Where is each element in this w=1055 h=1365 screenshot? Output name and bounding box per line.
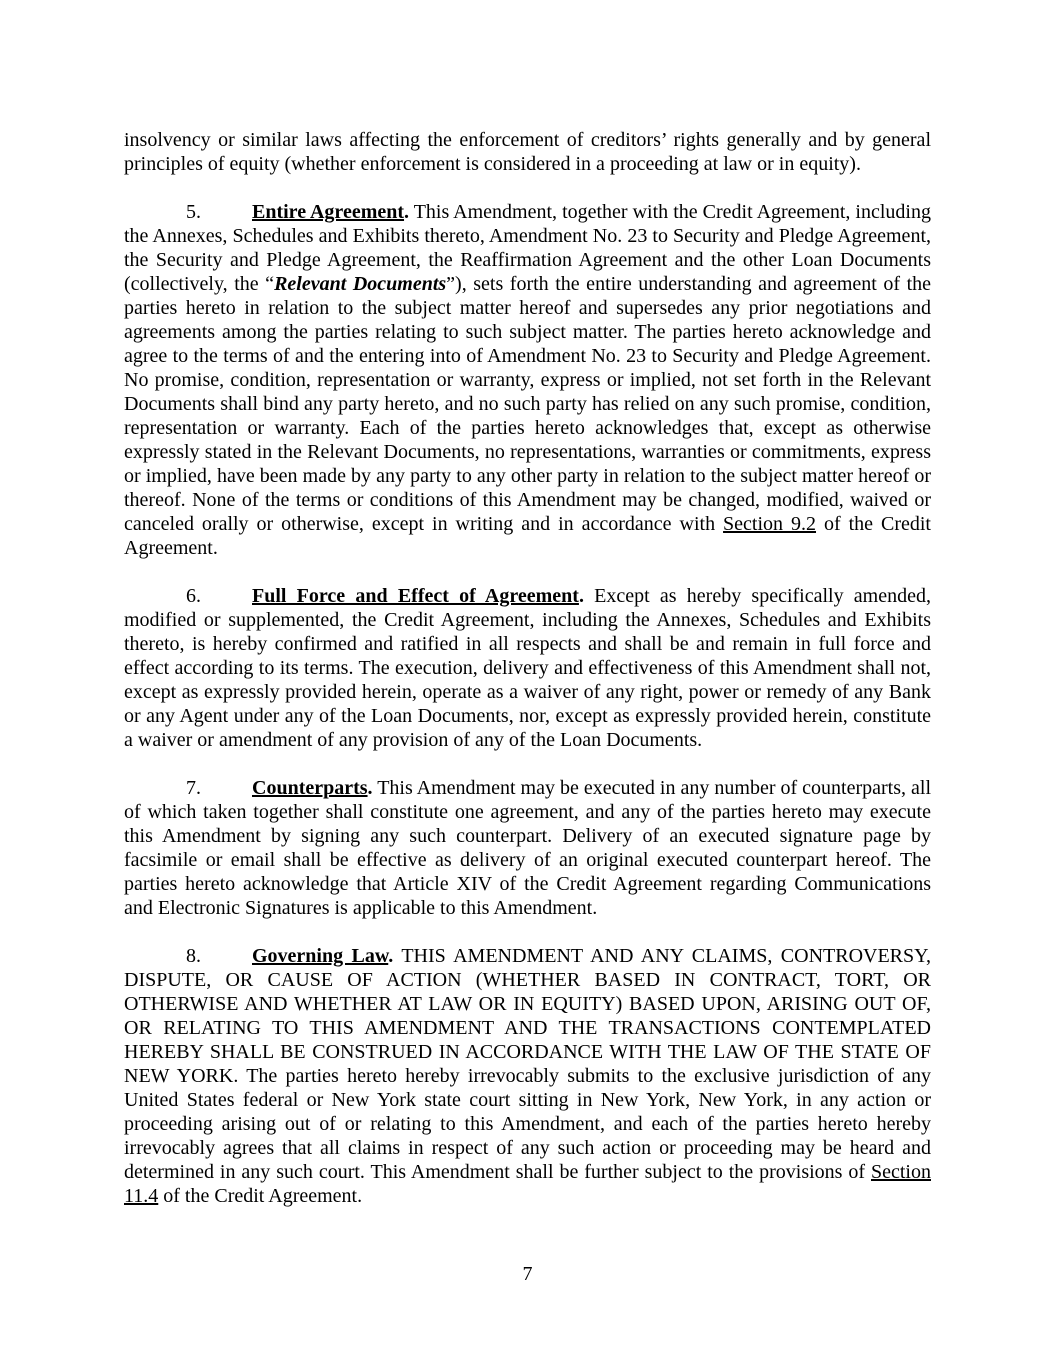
text-run: . bbox=[367, 777, 373, 799]
text-run: . bbox=[388, 945, 394, 967]
text-run: of the Credit Agreement. bbox=[124, 513, 931, 559]
text-run: ”), sets forth the entire understanding and agreement of the parties hereto in relation to the subject matter hereof and supersedes any prior negotiations and agreements among the parties relating to such subject matter. The parties hereto acknowledge and agree to the terms of and the entering into of Amendment No. 23 to Security and Pledge Agreement. No promise, condition, representation or warranty, express or implied, not set forth in the Relevant Documents shall bind any party hereto, and no such party has relied on any such promise, condition, representation or warranty. Each of the parties hereto acknowledges that, except as otherwise expressly stated in the Relevant Documents, no representations, warranties or commitments, express or implied, have been made by any party to any other party in relation to the subject matter hereof or thereof. None of the terms or conditions of this Amendment may be changed, modified, waived or canceled orally or otherwise, except in writing and in accordance with bbox=[124, 273, 932, 535]
page-number: 7 bbox=[522, 1263, 533, 1285]
section-heading: Entire Agreement bbox=[252, 201, 405, 223]
text-run: of the Credit Agreement. bbox=[158, 1185, 363, 1207]
section-8-governing-law bbox=[124, 944, 931, 1208]
text-run: This Amendment may be executed in any number of counterparts, all of which taken together shall constitute one agreement, and any of the parties hereto may execute this Amendment by signing any such counterpart. Delivery of an executed signature page by facsimile or email shall be effective as delivery of an original executed counterpart hereof. The parties hereto acknowledge that Article XIV of the Credit Agreement regarding Communications and Electronic Signatures is applicable to this Amendment. bbox=[124, 777, 931, 919]
section-heading: Counterparts bbox=[252, 777, 368, 799]
section-number: 8. bbox=[186, 945, 201, 967]
section-7-counterparts bbox=[124, 776, 931, 920]
text-run: . bbox=[578, 585, 584, 607]
section-number: 5. bbox=[186, 201, 201, 223]
text-run: Except as hereby specifically amended, modified or supplemented, the Credit Agreement, including the Annexes, Schedules and Exhibits thereto, is hereby confirmed and ratified in all respects and shall be and remain in full force and effect according to its terms. The execution, delivery and effectiveness of this Amendment shall not, except as expressly provided herein, operate as a waiver of any right, power or remedy of any Bank or any Agent under any of the Loan Documents, nor, except as expressly provided herein, constitute a waiver or amendment of any provision of any of the Loan Documents. bbox=[124, 585, 931, 751]
section-heading: Governing Law bbox=[252, 945, 389, 967]
document-body bbox=[124, 128, 931, 1232]
section-number: 7. bbox=[186, 777, 201, 799]
para-continuation bbox=[124, 128, 931, 176]
text-run: This Amendment, together with the Credit Agreement, including the Annexes, Schedules and Exhibits thereto, Amendment No. 23 to Security and Pledge Agreement, the Security and Pledge Agreement, the Reaffirmation Agreement and the other Loan Documents (collectively, the “ bbox=[124, 201, 931, 295]
text-run: . bbox=[404, 201, 410, 223]
section-reference: Section 9.2 bbox=[723, 513, 817, 535]
section-5-entire-agreement bbox=[124, 200, 931, 560]
section-heading: Full Force and Effect of Agreement bbox=[252, 585, 579, 607]
section-6-full-force-and-effect bbox=[124, 584, 931, 752]
page-footer bbox=[0, 1262, 1055, 1286]
text-run: insolvency or similar laws affecting the enforcement of creditors’ rights generally and by general principles of equity (whether enforcement is considered in a proceeding at law or in equity). bbox=[124, 129, 931, 175]
section-number: 6. bbox=[186, 585, 201, 607]
text-run: THIS AMENDMENT AND ANY CLAIMS, CONTROVERSY, DISPUTE, OR CAUSE OF ACTION (WHETHER BASED IN CONTRACT, TORT, OR OTHERWISE AND WHETHER AT LAW OR IN EQUITY) BASED UPON, ARISING OUT OF, OR RELATING TO THIS AMENDMENT AND THE TRANSACTIONS CONTEMPLATED HEREBY SHALL BE CONSTRUED IN ACCORDANCE WITH THE LAW OF THE STATE OF NEW YORK. The parties hereto hereby irrevocably submits to the exclusive jurisdiction of any United States federal or New York state court sitting in New York, New York, in any action or proceeding arising out of or relating to this Amendment, and each of the parties hereto hereby irrevocably agrees that all claims in respect of any such action or proceeding may be heard and determined in any such court. This Amendment shall be further subject to the provisions of bbox=[124, 945, 932, 1183]
section-reference: Section 11.4 bbox=[124, 1161, 931, 1207]
defined-term: Relevant Documents bbox=[274, 273, 447, 295]
